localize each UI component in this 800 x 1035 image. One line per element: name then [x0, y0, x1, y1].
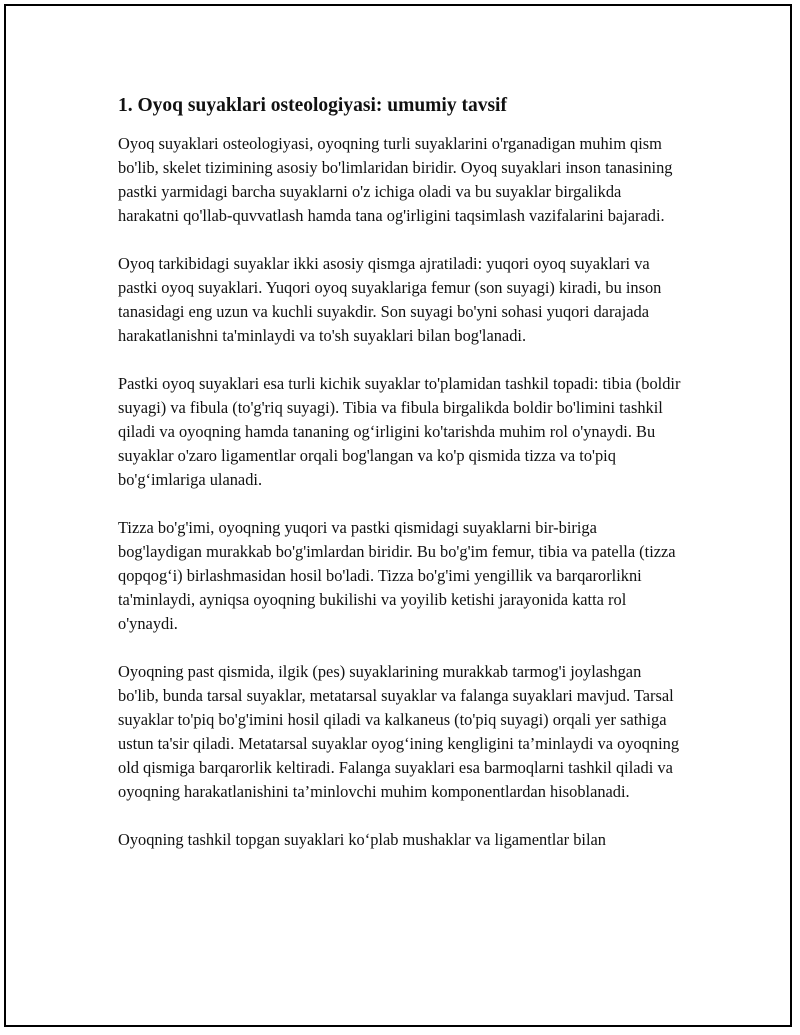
paragraph-6: Oyoqning tashkil topgan suyaklari ko‘plab mushaklar va ligamentlar bilan: [118, 830, 606, 849]
paragraph-4: Tizza bo'g'imi, oyoqning yuqori va pastki qismidagi suyaklarni bir-biriga bog'laydigan murakkab bo'g'imlardan biridir. Bu bo'g'im femur, tibia va patella (tizza qopqog‘i) birlashmasidan hosil bo'ladi. Tizza bo'g'imi yengillik va barqarorlikni ta'minlaydi, ayniqsa oyoqning bukilishi va yoyilib ketishi jarayonida katta rol o'ynaydi.: [118, 518, 676, 633]
paragraph-5: Oyoqning past qismida, ilgik (pes) suyaklarining murakkab tarmog'i joylashgan bo'lib, bunda tarsal suyaklar, metatarsal suyaklar va falanga suyaklari mavjud. Tarsal suyaklar to'piq bo'g'imini hosil qiladi va kalkaneus (to'piq suyagi) orqali yer sathiga ustun ta'sir qiladi. Metatarsal suyaklar oyog‘ining kengligini ta’minlaydi va oyoqning old qismiga barqarorlik keltiradi. Falanga suyaklari esa barmoqlarni tashkil qiladi va oyoqning harakatlanishini ta’minlovchi muhim komponentlardan hisoblanadi.: [118, 662, 680, 801]
paragraph-3: Pastki oyoq suyaklari esa turli kichik suyaklar to'plamidan tashkil topadi: tibia (boldir suyagi) va fibula (to'g'riq suyagi). Tibia va fibula birgalikda boldir bo'limini tashkil qiladi va oyoqning hamda tananing og‘irligini ko'tarishda muhim rol o'ynaydi. Bu suyaklar o'zaro ligamentlar orqali bog'langan va ko'p qismida tizza va to'piq bo'g‘imlariga ulanadi.: [118, 374, 681, 489]
paragraph-2: Oyoq tarkibidagi suyaklar ikki asosiy qismga ajratiladi: yuqori oyoq suyaklari va pastki oyoq suyaklari. Yuqori oyoq suyaklariga femur (son suyagi) kiradi, bu inson tanasidagi eng uzun va kuchli suyakdir. Son suyagi bo'yni sohasi yuqori darajada harakatlanishni ta'minlaydi va to'sh suyaklari bilan bog'lanadi.: [118, 254, 662, 345]
document-body: [118, 94, 684, 876]
section-heading: 1. Oyoq suyaklari osteologiyasi: umumiy tavsif: [118, 95, 507, 116]
paragraph-1: Oyoq suyaklari osteologiyasi, oyoqning turli suyaklarini o'rganadigan muhim qism bo'lib, skelet tizimining asosiy bo'limlaridan biridir. Oyoq suyaklari inson tanasining pastki yarmidagi barcha suyaklarni o'z ichiga oladi va bu suyaklar birgalikda harakatni qo'llab-quvvatlash hamda tana og'irligini taqsimlash vazifalarini bajaradi.: [118, 134, 673, 225]
